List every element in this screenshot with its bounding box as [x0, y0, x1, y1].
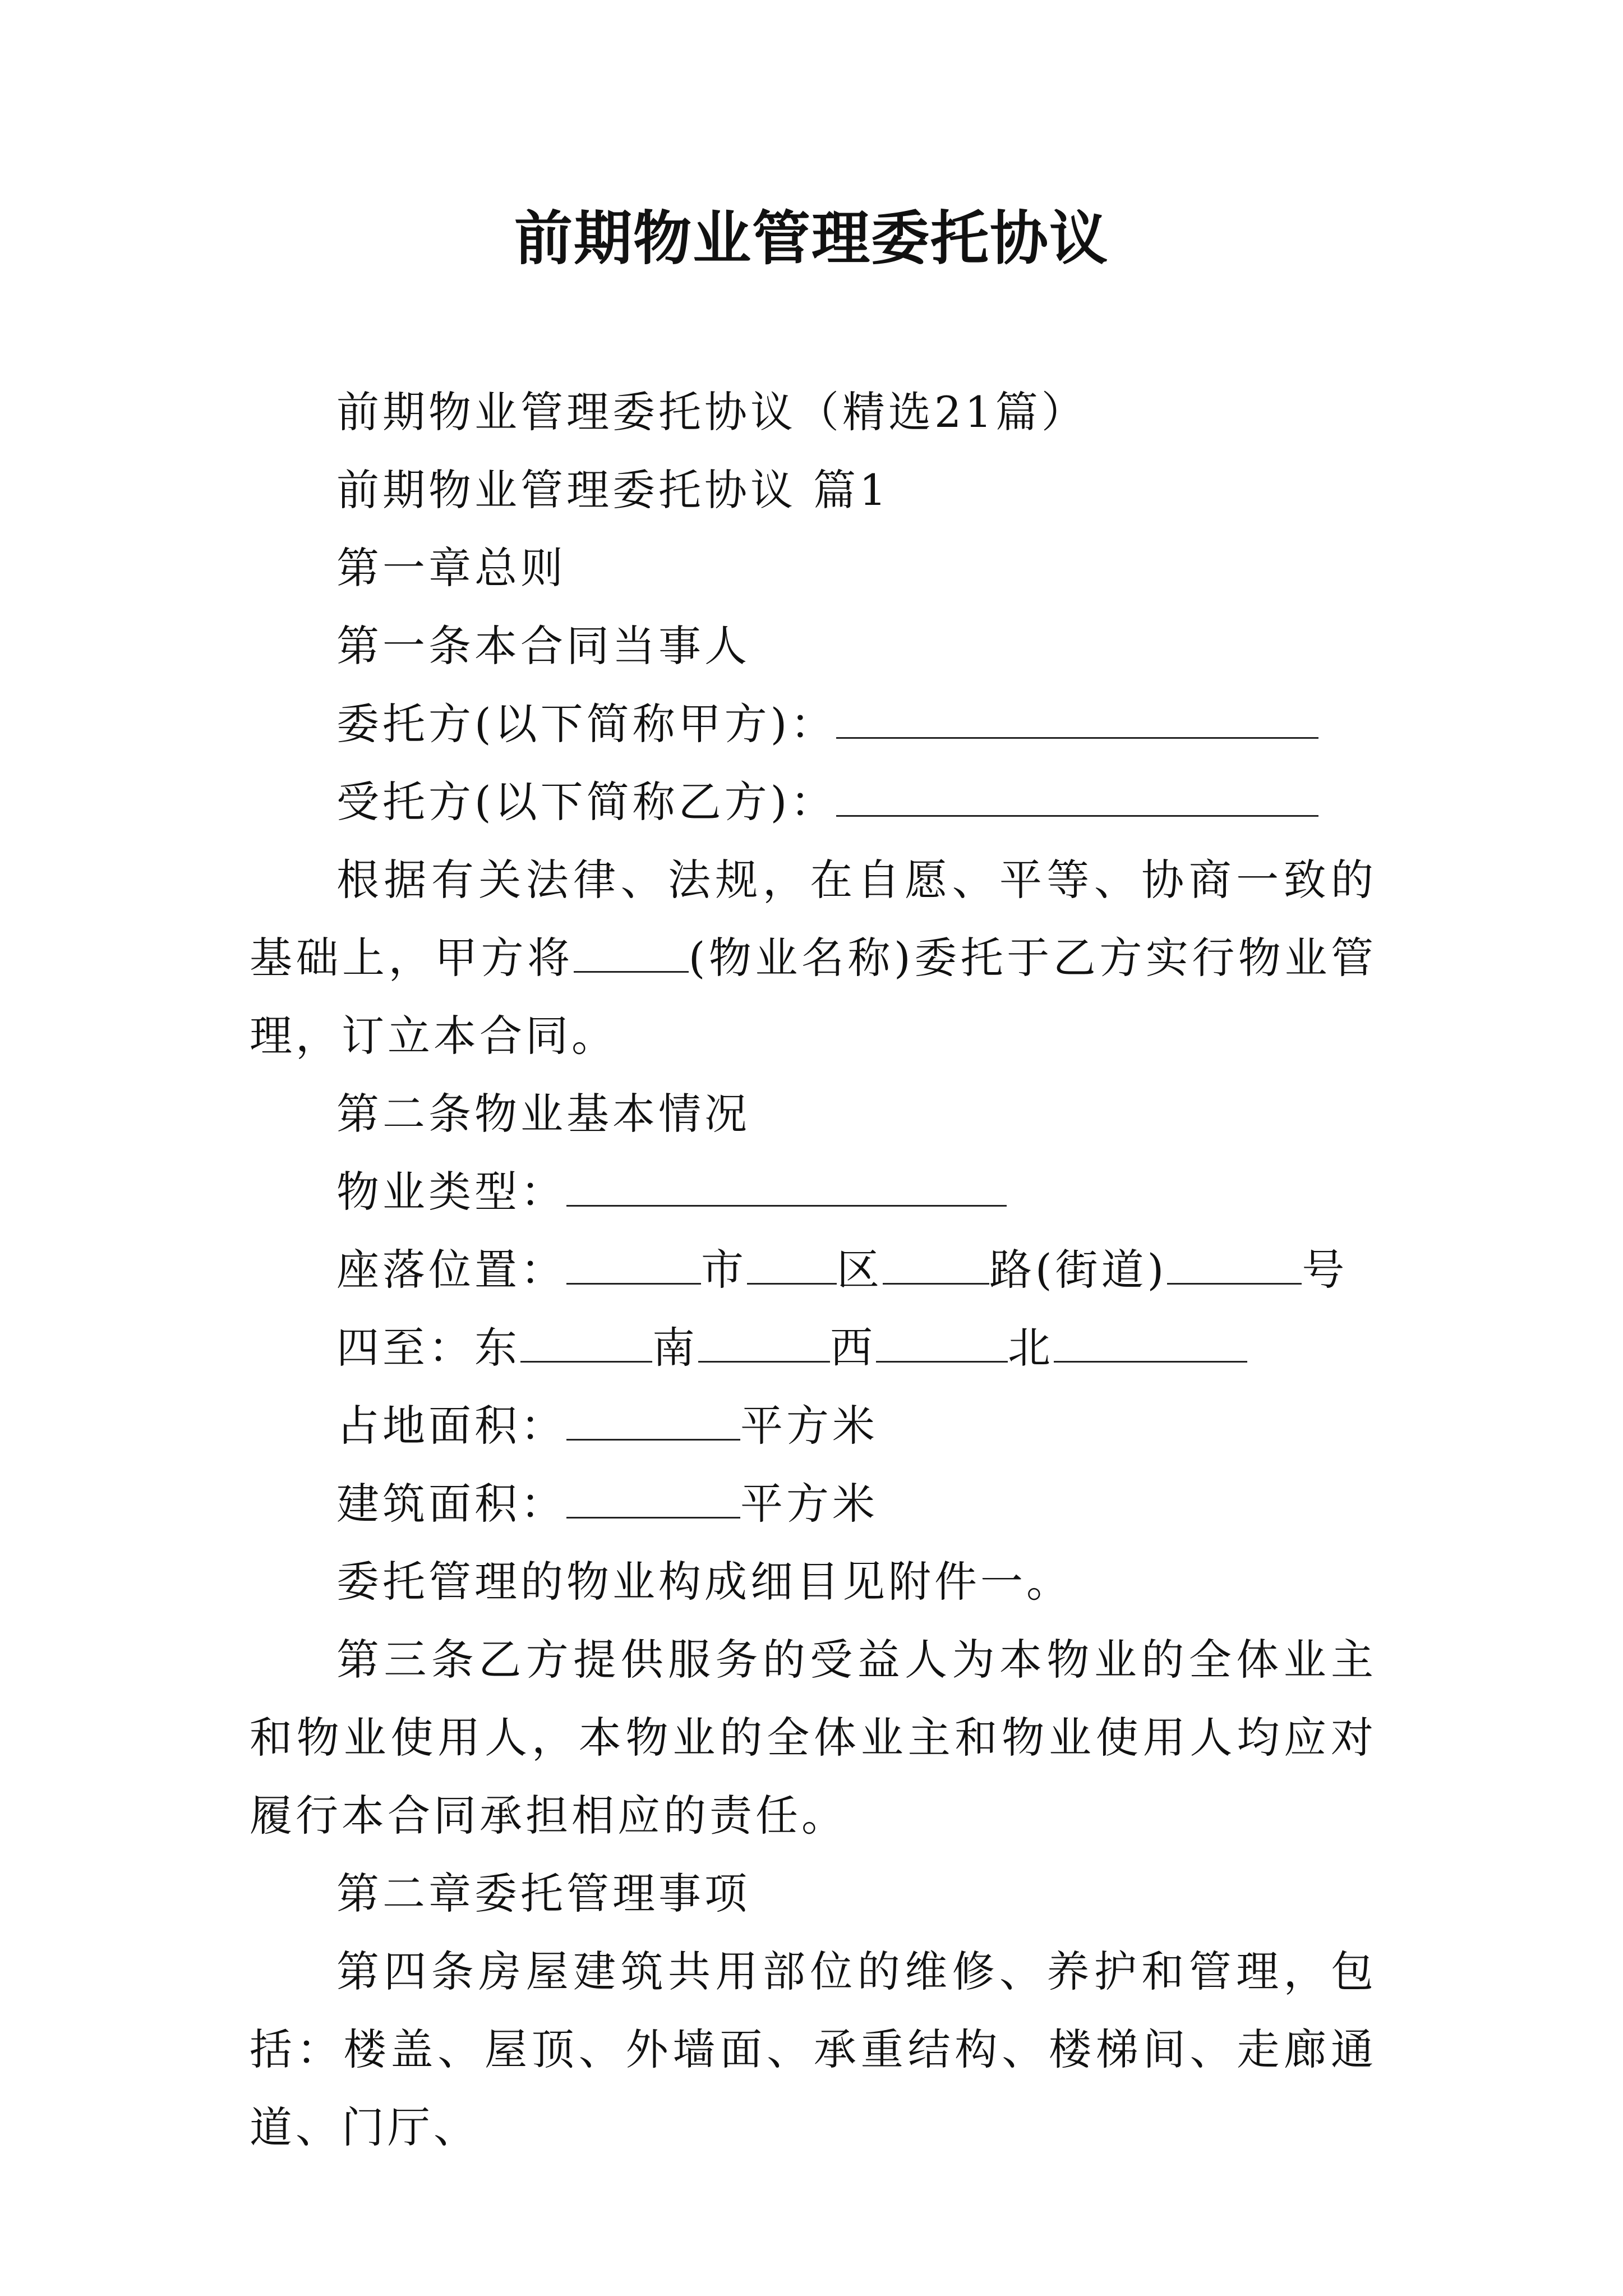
paragraph-basis	[250, 841, 1377, 1075]
building-area-line	[250, 1465, 1377, 1543]
building-area-blank[interactable]	[566, 1478, 740, 1519]
land-area-blank[interactable]	[566, 1400, 740, 1441]
boundaries-line	[250, 1309, 1377, 1387]
paragraph-chapter-2: 第二章委托管理事项	[336, 1869, 750, 1918]
location-district-blank[interactable]	[747, 1244, 837, 1285]
boundary-south-blank[interactable]	[698, 1322, 830, 1363]
party-a-label: 委托方(以下简称甲方)：	[336, 699, 837, 749]
location-number-label: 号	[1302, 1245, 1348, 1295]
boundary-west-blank[interactable]	[876, 1322, 1008, 1363]
party-b-line	[250, 763, 1377, 841]
property-type-blank[interactable]	[566, 1166, 1007, 1207]
building-area-unit: 平方米	[740, 1479, 878, 1529]
boundaries-label: 四至：东	[336, 1323, 520, 1373]
party-b-label: 受托方(以下简称乙方)：	[336, 777, 837, 827]
paragraph-clause-2: 第二条物业基本情况	[336, 1089, 750, 1139]
boundary-west-label: 西	[830, 1323, 876, 1373]
paragraph-subtitle: 前期物业管理委托协议（精选21篇）	[336, 387, 1087, 437]
property-type-line	[250, 1153, 1377, 1231]
paragraph-clause-3: 第三条乙方提供服务的受益人为本物业的全体业主和物业使用人，本物业的全体业主和物业使用人均应对履行本合同承担相应的责任。	[250, 1635, 1377, 1841]
location-line	[250, 1231, 1377, 1309]
boundary-north-label: 北	[1008, 1323, 1054, 1373]
paragraph-article-heading: 前期物业管理委托协议 篇1	[336, 465, 890, 515]
building-area-label: 建筑面积：	[336, 1479, 566, 1529]
boundary-south-label: 南	[652, 1323, 698, 1373]
party-a-line	[250, 685, 1377, 763]
paragraph-chapter-1: 第一章总则	[336, 543, 566, 593]
document-title: 前期物业管理委托协议	[514, 204, 1109, 273]
party-b-blank[interactable]	[836, 776, 1318, 817]
property-type-label: 物业类型：	[336, 1167, 566, 1217]
boundary-north-blank[interactable]	[1054, 1322, 1247, 1363]
location-city-blank[interactable]	[566, 1244, 701, 1285]
paragraph-clause-1: 第一条本合同当事人	[336, 621, 750, 671]
land-area-label: 占地面积：	[336, 1401, 566, 1451]
land-area-line	[250, 1387, 1377, 1465]
location-district-label: 区	[837, 1245, 883, 1295]
paragraph-clause-4: 第四条房屋建筑共用部位的维修、养护和管理，包括：楼盖、屋顶、外墙面、承重结构、楼梯间、走廊通道、门厅、	[250, 1947, 1377, 2152]
location-label: 座落位置：	[336, 1245, 566, 1295]
location-road-blank[interactable]	[883, 1244, 989, 1285]
boundary-east-blank[interactable]	[520, 1322, 652, 1363]
basis-text-a: 根据有关法律、法规，在自愿、平等、协商一致的基础上，甲方将	[250, 855, 1377, 983]
document-body	[250, 373, 1377, 2166]
property-name-blank[interactable]	[574, 932, 689, 973]
location-road-label: 路(街道)	[989, 1245, 1168, 1295]
basis-text-b: (物业名称)委托于乙方实行物业管理，订立本合同。	[250, 933, 1377, 1061]
location-number-blank[interactable]	[1167, 1244, 1302, 1285]
location-city-label: 市	[701, 1245, 747, 1295]
paragraph-annex-note: 委托管理的物业构成细目见附件一。	[336, 1557, 1072, 1607]
land-area-unit: 平方米	[740, 1401, 878, 1451]
party-a-blank[interactable]	[836, 698, 1318, 739]
